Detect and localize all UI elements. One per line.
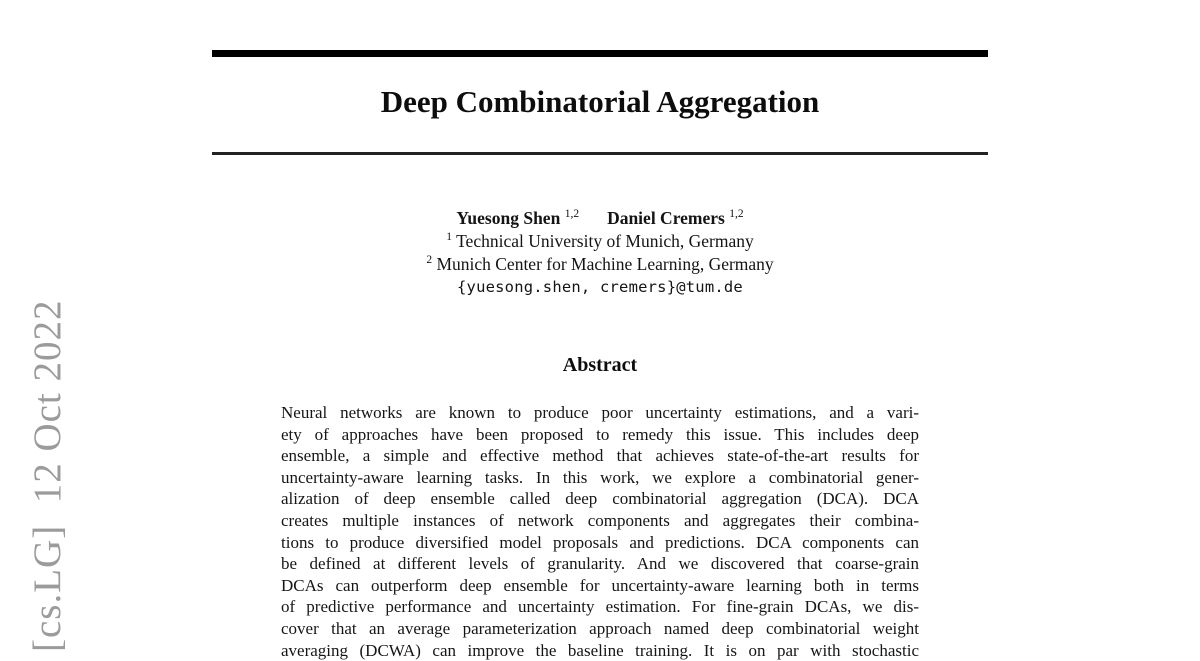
title-underline-rule <box>212 152 988 155</box>
abstract-line: uncertainty-aware learning tasks. In this work, we explore a combinatorial gener- <box>281 467 919 487</box>
affiliation-line <box>212 230 988 253</box>
author-name-text: Daniel Cremers <box>607 208 725 228</box>
affiliation-line <box>212 253 988 276</box>
top-rule <box>212 50 988 57</box>
abstract-line: be defined at different levels of granularity. And we discovered that coarse-grain <box>281 554 919 574</box>
affiliation-text: Technical University of Munich, Germany <box>456 231 754 251</box>
author-emails: {yuesong.shen, cremers}@tum.de <box>457 278 743 296</box>
affiliation-sup: 1 <box>446 231 453 244</box>
affiliation-sup: 2 <box>426 254 433 267</box>
author-block <box>212 207 988 299</box>
abstract-line: alization of deep ensemble called deep combinatorial aggregation (DCA). DCA <box>281 489 919 509</box>
abstract-line: creates multiple instances of network components and aggregates their combina- <box>281 510 919 530</box>
author-names-line <box>212 207 988 230</box>
abstract-line: averaging (DCWA) can improve the baseline training. It is on par with stochastic <box>281 640 919 660</box>
abstract-line: cover that an average parameterization approach named deep combinatorial weight <box>281 618 919 638</box>
author-name <box>607 208 744 228</box>
page-title: Deep Combinatorial Aggregation <box>380 84 820 119</box>
author-affil-sup: 1,2 <box>729 208 744 221</box>
abstract-line: ensemble, a simple and effective method that achieves state-of-the-art results for <box>281 446 919 466</box>
author-name <box>456 208 579 228</box>
abstract-line: ety of approaches have been proposed to remedy this issue. This includes deep <box>281 424 919 444</box>
abstract-heading: Abstract <box>562 354 638 376</box>
author-name-text: Yuesong Shen <box>456 208 561 228</box>
affiliation-text: Munich Center for Machine Learning, Germany <box>436 254 774 274</box>
abstract-line: of predictive performance and uncertainty estimation. For fine-grain DCAs, we dis- <box>281 597 919 617</box>
abstract-line: DCAs can outperform deep ensemble for uncertainty-aware learning both in terms <box>281 575 919 595</box>
author-affil-sup: 1,2 <box>564 208 580 221</box>
arxiv-watermark: [cs.LG] 12 Oct 2022 <box>26 299 69 652</box>
abstract-paragraph <box>281 402 919 661</box>
abstract-line: Neural networks are known to produce poor uncertainty estimations, and a vari- <box>281 403 919 422</box>
abstract-line: tions to produce diversified model proposals and predictions. DCA components can <box>281 532 919 552</box>
